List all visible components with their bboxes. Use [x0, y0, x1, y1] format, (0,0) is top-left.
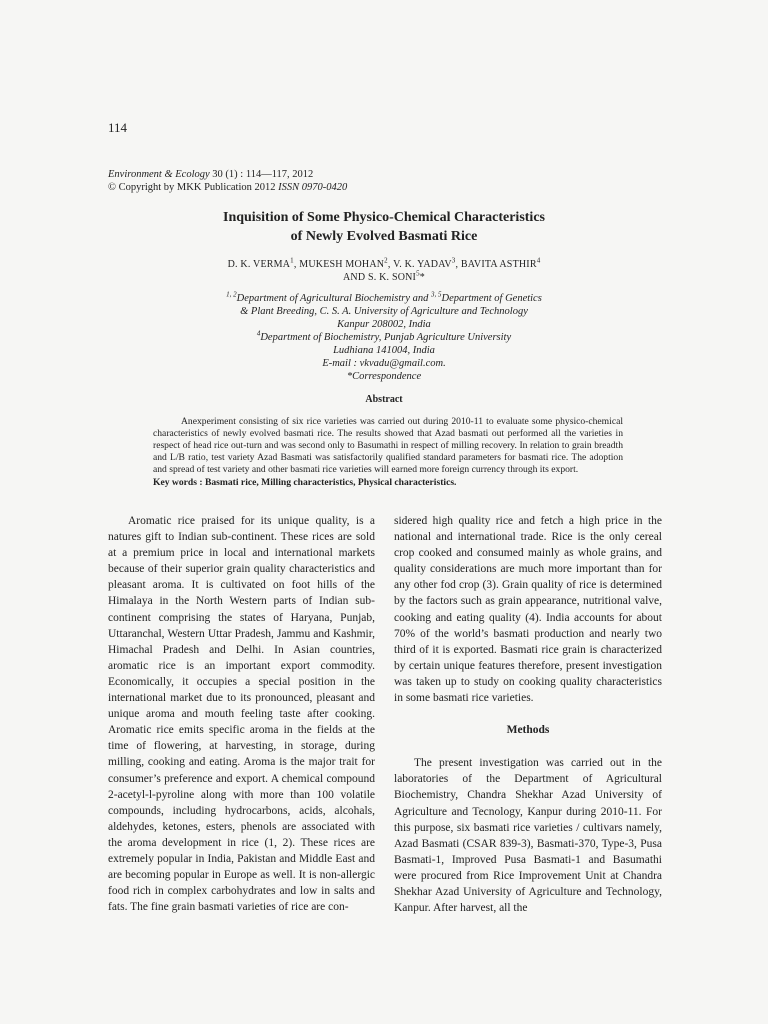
affil-email: E-mail : vkvadu@gmail.com.	[322, 358, 446, 369]
author-2: , MUKESH MOHAN	[293, 259, 385, 270]
author-1: D. K. VERMA	[227, 259, 291, 270]
affil-line-3: Kanpur 208002, India	[337, 319, 431, 330]
author-5: AND S. K. SONI	[343, 272, 417, 283]
affil-line-2: & Plant Breeding, C. S. A. University of Agriculture and Technology	[240, 306, 528, 317]
author-5-mark: *	[419, 272, 425, 283]
title-line-1: Inquisition of Some Physico-Chemical Characteristics	[223, 210, 545, 225]
journal-citation	[108, 168, 347, 194]
affil-line-5: Ludhiana 141004, India	[333, 345, 435, 356]
abstract-heading: Abstract	[365, 394, 403, 405]
paper-title	[150, 208, 618, 246]
journal-line-1	[108, 168, 347, 181]
body-right-column	[394, 513, 662, 916]
authors-line-2	[150, 271, 618, 284]
affil-text-2: Department of Genetics	[441, 293, 542, 304]
author-3-sup: 3	[451, 256, 456, 265]
author-5-sup: 5	[416, 269, 420, 278]
author-4: , BAVITA ASTHIR	[455, 259, 537, 270]
intro-continued-paragraph: sidered high quality rice and fetch a high price in the national and international trade. Rice is the only cereal crop cooked and consumed mainly as whole grains, and quality considerations are much more important than for any other fod crop (3). Grain quality of rice is determined by the factors such as grain appearance, nutritional valve, cooking and eating quality (4). India accounts for about 70% of the world’s basmati production and nearly two third of it is exported. Basmati rice grain is characterized by certain unique features therefore, present investigation was taken up to study on cooking quality characteristics in some basmati rice varieties.	[394, 515, 662, 705]
author-1-sup: 1	[290, 256, 294, 265]
abstract-body: Anexperiment consisting of six rice varieties was carried out during 2010-11 to evaluate some physico-chemical characteristics of newly evolved basmati rice. The results showed that Azad basmati out performed all the varieties in respect of head rice out-turn and was second only to Basumathi in respect of milling recovery. In relation to grain breadth and L/B ratio, test variety Azad Basmati was satisfactorily qualified standard parameters for basmati rice. The adoption and spread of test variety and other basmati rice varieties will earned more foreign currency through its export.	[153, 416, 623, 475]
author-4-sup: 4	[536, 256, 541, 265]
affil-sup-2: 3, 5	[431, 290, 442, 299]
affil-sup-4: 4	[256, 329, 261, 338]
affil-text-1: Department of Agricultural Biochemistry and	[236, 293, 431, 304]
author-2-sup: 2	[384, 256, 388, 265]
methods-heading: Methods	[506, 724, 550, 737]
title-line-2: of Newly Evolved Basmati Rice	[290, 229, 478, 244]
author-3: , V. K. YADAV	[387, 259, 452, 270]
methods-paragraph: The present investigation was carried out in the laboratories of the Department of Agricultural Biochemistry, Chandra Shekhar Azad University of Agriculture and Tecnology, Kanpur during 2010-11. For this purpose, six basmati rice varieties / cultivars namely, Azad Basmati (CSAR 839-3), Basmati-370, Type-3, Pusa Basmati-1, Improved Pusa Basmati-1 and Basumathi were procured from Rice Improvement Unit at Chandra Shekhar Azad University of Agriculture and Technology, Kanpur. After harvest, all the	[394, 757, 662, 915]
journal-volume: 30 (1) : 114—117, 2012	[209, 169, 314, 180]
authors-line-1	[150, 258, 618, 271]
intro-paragraph: Aromatic rice praised for its unique quality, is a natures gift to Indian sub-continent. These rices are sold at a premium price in local and international markets because of their superior grain quality characteristics and pleasant aroma. It is cultivated on foot hills of the Himalaya in the North Western parts of Indian sub-continent comprising the states of Haryana, Punjab, Uttaranchal, Western Uttar Pradesh, Jammu and Kashmir, Himachal Pradesh and Delhi. In Asian countries, aromatic rice is an important export commodity. Economically, it occupies a special position in the international market due to its pronounced, pleasant and unique aroma and mouth feeling taste after cooking. Aromatic rice emits specific aroma in the fields at the time of flowering, at harvesting, in storage, during milling, cooking and eating. Aroma is the major trait for consumer’s preference and export. A chemical compound 2-acetyl-l-pyroline along with more than 100 volatile compounds, including hydrocarbons, acids, alcohals, aldehydes, ketones, esters, phenols are associated with the aroma development in rice (1, 2). These rices are extremely popular in India, Pakistan and Middle East and are becoming popular in Europe as well. It is non-allergic food rich in complex carbohydrates and low in salts and fats. The fine grain basmati varieties of rice are con-	[108, 515, 375, 914]
affiliations	[150, 292, 618, 383]
affil-text-4: Department of Biochemistry, Punjab Agriculture University	[260, 332, 512, 343]
keywords: Key words : Basmati rice, Milling characteristics, Physical characteristics.	[153, 476, 457, 488]
page-number: 114	[108, 120, 128, 135]
abstract	[153, 416, 623, 488]
affil-sup-1: 1, 2	[226, 290, 237, 299]
body-left-column	[108, 513, 375, 915]
issn: ISSN 0970-0420	[278, 182, 348, 193]
journal-line-2	[108, 181, 347, 194]
copyright: © Copyright by MKK Publication 2012	[108, 182, 279, 193]
journal-name: Environment & Ecology	[108, 169, 210, 180]
affil-correspondence: *Correspondence	[346, 371, 422, 382]
affil-line-1	[150, 292, 618, 305]
author-list	[150, 258, 618, 284]
affil-line-4	[150, 331, 618, 344]
